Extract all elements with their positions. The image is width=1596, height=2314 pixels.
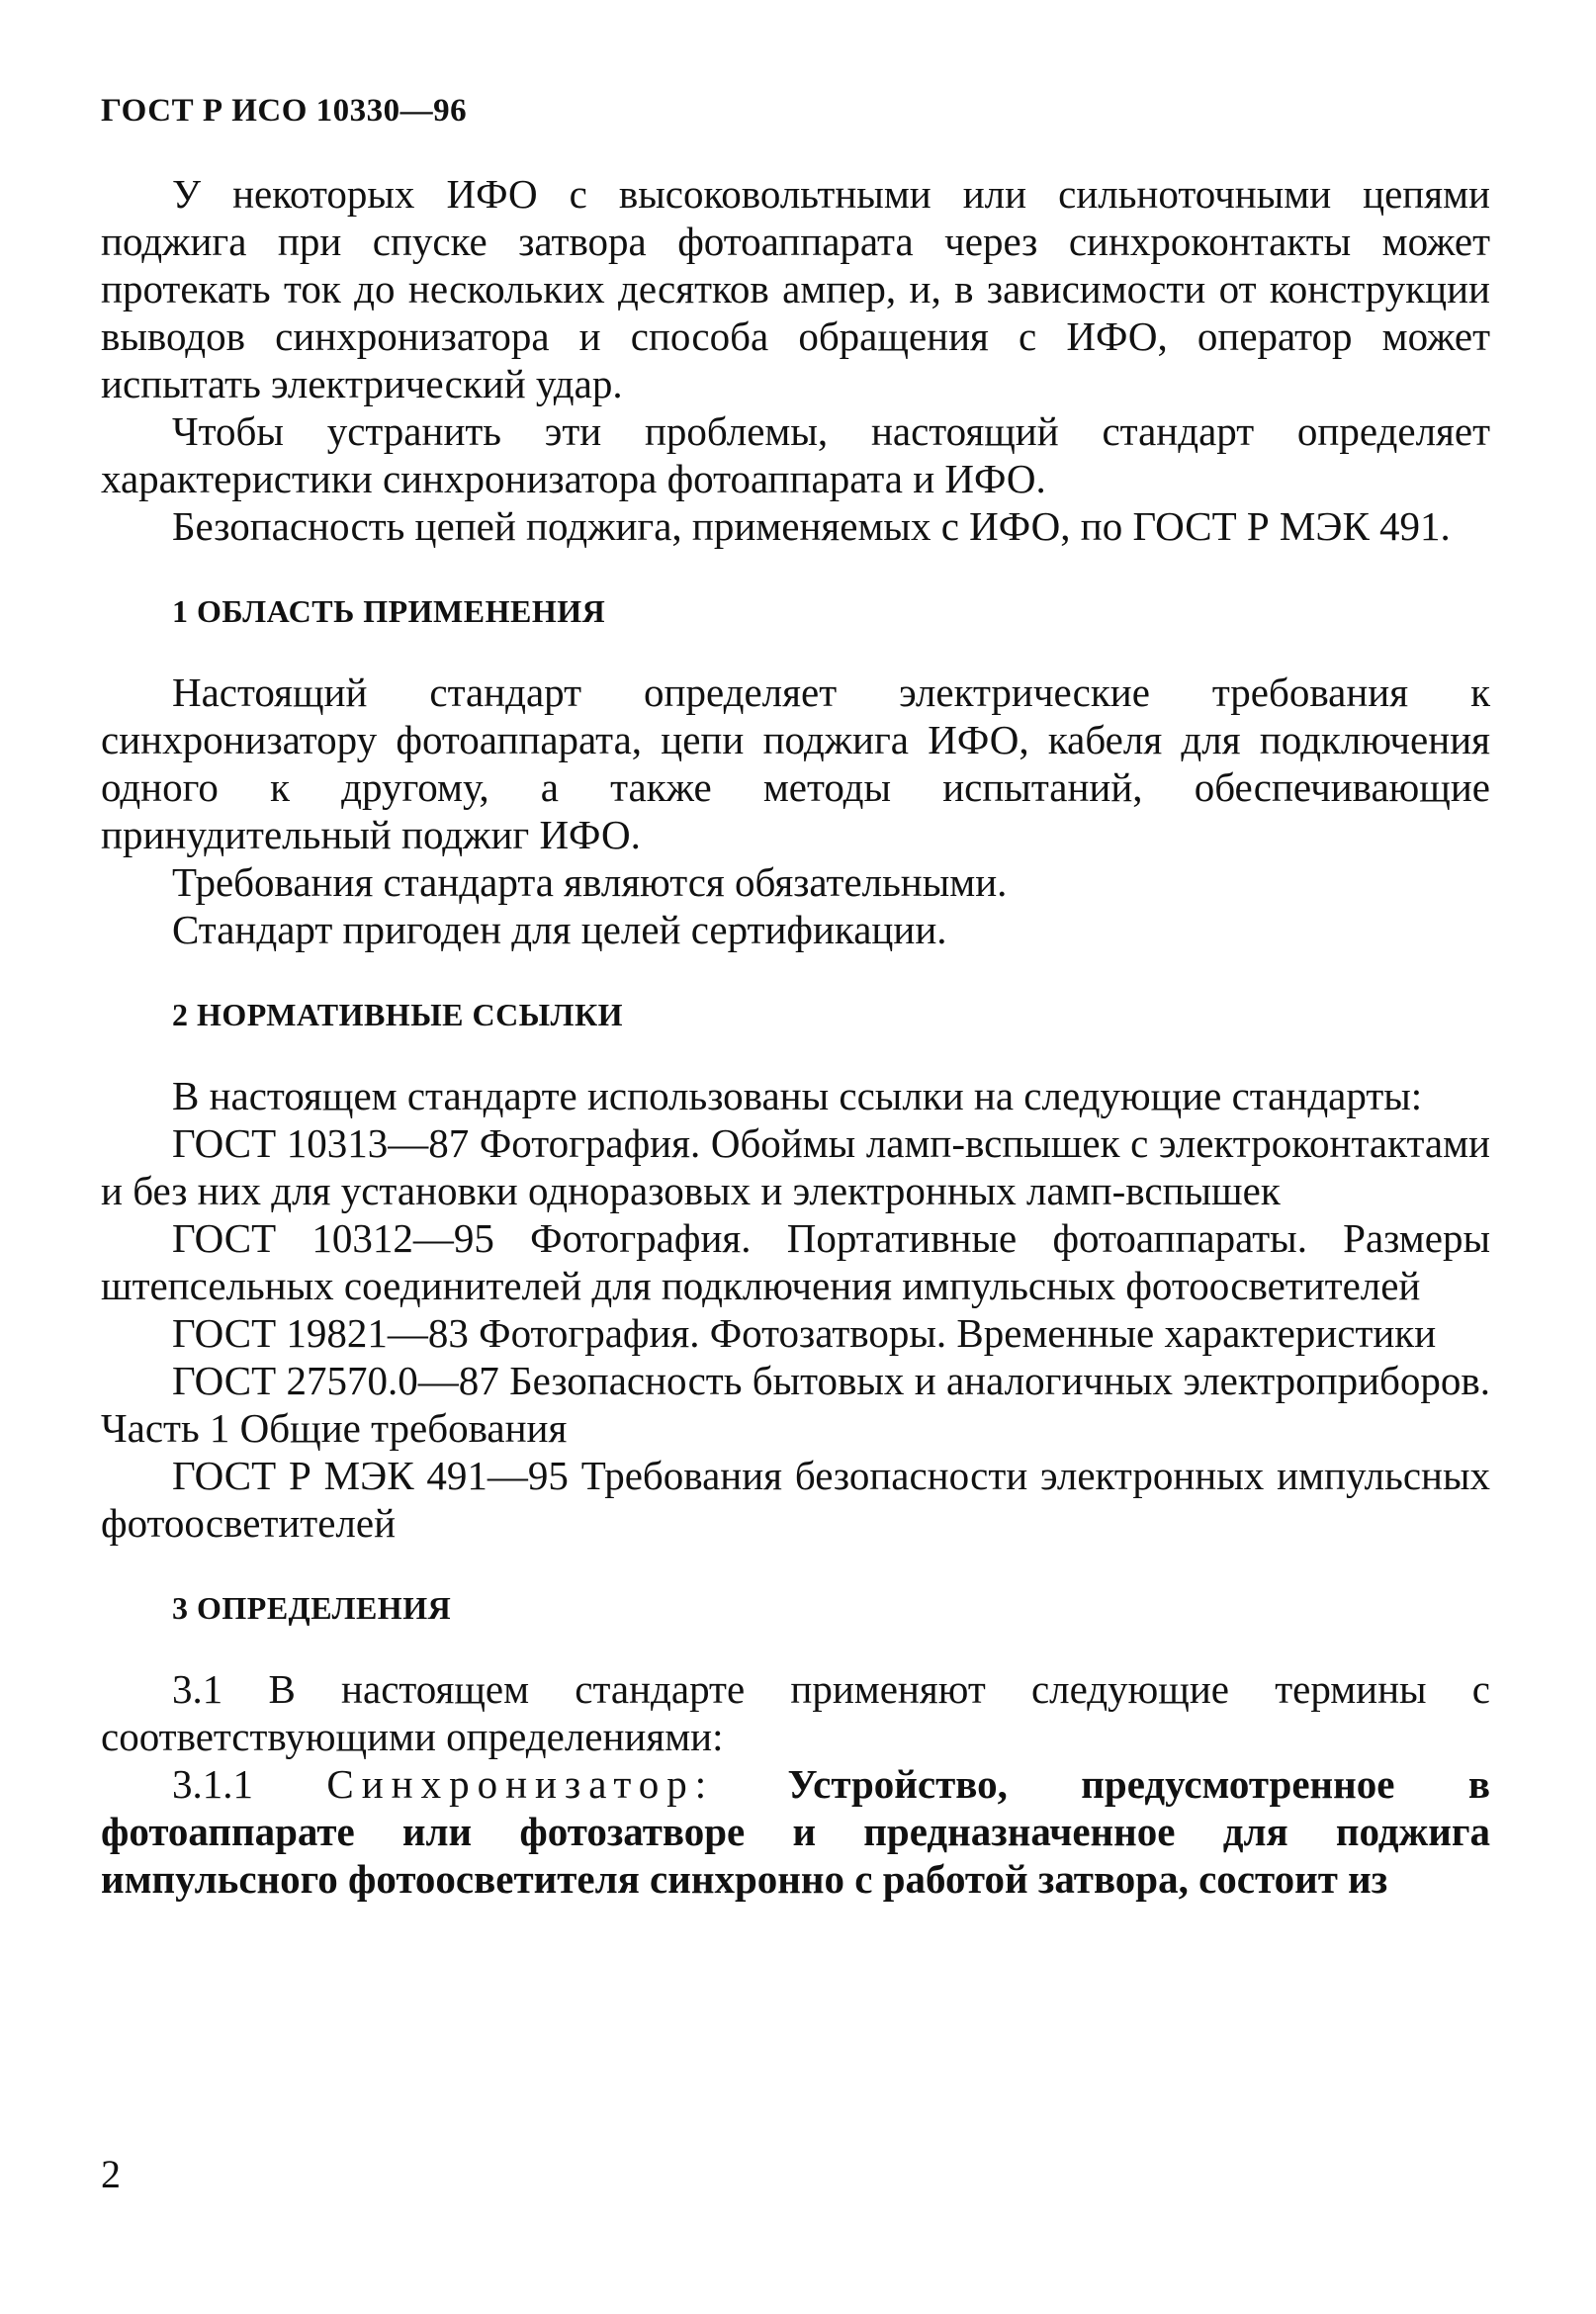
reference-item: ГОСТ 19821—83 Фотография. Фотозатворы. Временные характеристики [172, 1310, 1437, 1356]
intro-paragraph-1: У некоторых ИФО с высоковольтными или сильноточными цепями поджига при спуске затвора фотоаппарата через синхроконтакты может протекать ток до нескольких десятков ампер, и, в зависимости от конструкции выводов синхронизатора и способа обращения с ИФО, оператор может испытать электрический удар. [101, 171, 1490, 406]
section-3-paragraph-1: 3.1 В настоящем стандарте применяют следующие термины с соответствующими определениями: [101, 1666, 1490, 1759]
section-3-title: 3 ОПРЕДЕЛЕНИЯ [172, 1590, 452, 1626]
section-1-paragraph-3: Стандарт пригоден для целей сертификации. [172, 907, 947, 952]
definition-text: Устройство, предусмотренное в фотоаппарате или фотозатворе и предназначенное для поджига импульсного фотоосветителя синхронно с работой затвора, состоит из [101, 1761, 1490, 1902]
reference-item: ГОСТ 27570.0—87 Безопасность бытовых и аналогичных электроприборов. Часть 1 Общие требования [101, 1358, 1490, 1451]
definition-3-1-1 [101, 1760, 1490, 1903]
section-2-intro: В настоящем стандарте использованы ссылки на следующие стандарты: [172, 1073, 1423, 1118]
section-1-paragraph-1: Настоящий стандарт определяет электрические требования к синхронизатору фотоаппарата, цепи поджига ИФО, кабеля для подключения одного к другому, а также методы испытаний, обеспечивающие принудительный поджиг ИФО. [101, 669, 1490, 857]
reference-item: ГОСТ 10312—95 Фотография. Портативные фотоаппараты. Размеры штепсельных соединителей для подключения импульсных фотоосветителей [101, 1215, 1490, 1308]
document-body [101, 170, 1490, 1903]
section-1-paragraph-2: Требования стандарта являются обязательными. [172, 859, 1008, 905]
definition-number: 3.1.1 [172, 1761, 253, 1807]
reference-item: ГОСТ Р МЭК 491—95 Требования безопасности электронных импульсных фотоосветителей [101, 1453, 1490, 1546]
document-header: ГОСТ Р ИСО 10330—96 [101, 93, 468, 129]
section-1-title: 1 ОБЛАСТЬ ПРИМЕНЕНИЯ [172, 593, 606, 629]
definition-term: Синхронизатор: [326, 1761, 715, 1807]
intro-paragraph-2: Чтобы устранить эти проблемы, настоящий стандарт определяет характеристики синхронизатора фотоаппарата и ИФО. [101, 408, 1490, 501]
page-number: 2 [101, 2152, 121, 2196]
intro-paragraph-3: Безопасность цепей поджига, применяемых с ИФО, по ГОСТ Р МЭК 491. [172, 503, 1451, 549]
reference-item: ГОСТ 10313—87 Фотография. Обоймы ламп-вспышек с электроконтактами и без них для установки одноразовых и электронных ламп-вспышек [101, 1120, 1490, 1213]
section-2-title: 2 НОРМАТИВНЫЕ ССЫЛКИ [172, 997, 624, 1032]
